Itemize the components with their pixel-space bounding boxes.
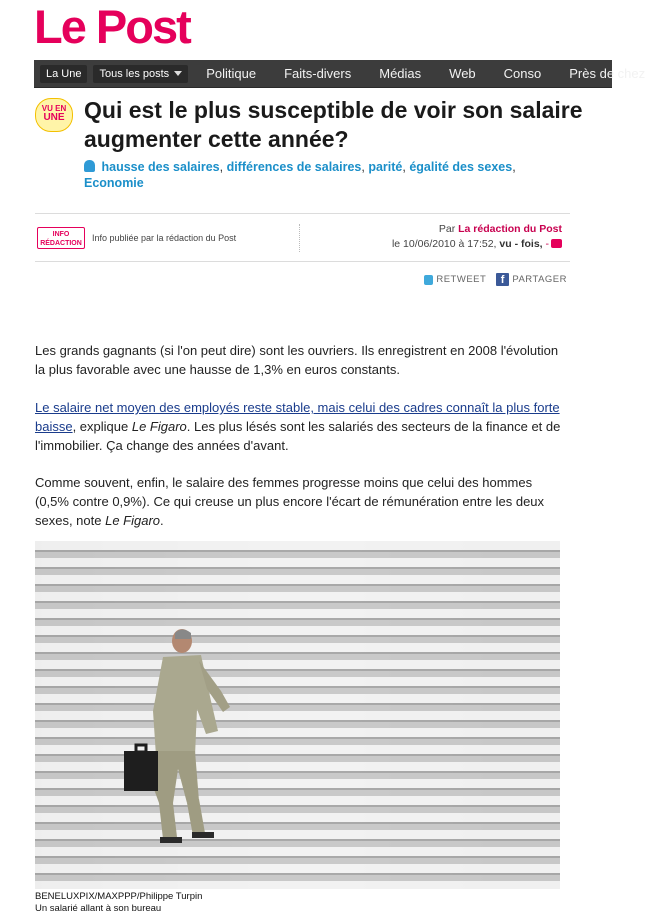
byline-comments-count[interactable]: -	[545, 238, 549, 250]
info-redaction-badge	[37, 227, 85, 249]
source-le-figaro: Le Figaro	[105, 513, 161, 528]
article-photo	[35, 541, 560, 889]
badge-line-2: UNE	[43, 112, 65, 123]
retweet-label: RETWEET	[436, 274, 487, 285]
tag-link[interactable]: parité	[368, 160, 403, 174]
article-paragraph-3: Comme souvent, enfin, le salaire des femmes progresse moins que celui des hommes (0,5% contre 0,9%). Ce qui creuse un plus encore l'écart de rémunération entre les deux sexes, note Le Figaro.	[35, 475, 545, 528]
tag-link[interactable]: hausse des salaires	[101, 160, 220, 174]
comment-icon[interactable]	[551, 239, 562, 248]
nav-tous-les-posts-label: Tous les posts	[99, 67, 170, 80]
nav-item-conso[interactable]: Conso	[503, 65, 542, 81]
partager-button[interactable]	[496, 273, 567, 286]
nav-item-politique[interactable]: Politique	[206, 65, 257, 81]
nav-item-faits-divers[interactable]: Faits-divers	[284, 65, 352, 81]
info-badge-line-1: INFO	[52, 231, 70, 238]
nav-item-pres-de-chez[interactable]: Près de chez	[569, 65, 646, 81]
tag-link[interactable]: Economie	[84, 176, 144, 190]
article-paragraph-1: Les grands gagnants (si l'on peut dire) sont les ouvriers. Ils enregistrent en 2008 l'évolution la plus favorable avec une hausse de 1,3% en euros constants.	[35, 343, 559, 377]
tag-icon	[84, 160, 95, 172]
nav-item-web[interactable]: Web	[449, 65, 476, 81]
article-tags: hausse des salaires, différences de salaires, parité, égalité des sexes, Economie	[84, 160, 516, 190]
byline-author-link[interactable]: La rédaction du Post	[458, 223, 562, 235]
source-le-figaro: Le Figaro	[131, 419, 187, 434]
byline-views: vu - fois,	[499, 238, 543, 250]
byline-par: Par	[438, 223, 456, 235]
facebook-icon: f	[496, 273, 509, 286]
tag-link[interactable]: différences de salaires	[226, 160, 362, 174]
info-badge-line-2: RÉDACTION	[40, 240, 82, 247]
retweet-button[interactable]	[424, 274, 486, 285]
vu-en-une-badge	[35, 98, 73, 132]
byline-date: le 10/06/2010 à 17:52,	[391, 238, 497, 250]
photo-credit: BENELUXPIX/MAXPPP/Philippe Turpin	[35, 891, 203, 902]
dropdown-caret-icon	[174, 71, 182, 76]
tag-link[interactable]: égalité des sexes	[409, 160, 513, 174]
main-nav	[34, 60, 646, 88]
photo-caption	[35, 891, 202, 915]
article-paragraph-2: Le salaire net moyen des employés reste stable, mais celui des cadres connaît la plus forte baisse, explique Le Figaro. Les plus lésés sont les salariés des secteurs de la finance et de l'immobilier. Ça change des années d'avant.	[35, 400, 561, 453]
article-byline	[392, 222, 562, 252]
badge-line-1: VU EN	[41, 104, 67, 113]
nav-la-une[interactable]: La Une	[40, 65, 87, 83]
site-logo[interactable]: Le Post	[34, 0, 190, 53]
twitter-icon	[424, 275, 433, 285]
article-info-box	[35, 213, 570, 262]
partager-label: PARTAGER	[512, 274, 567, 285]
info-divider	[299, 224, 300, 252]
nav-tous-les-posts[interactable]	[93, 65, 188, 83]
stairs-photo-svg	[35, 541, 560, 889]
share-bar	[424, 273, 567, 286]
nav-item-medias[interactable]: Médias	[379, 65, 422, 81]
article-link-salaire[interactable]: Le salaire net moyen des employés reste stable, mais celui des cadres connaît la plus forte baisse	[35, 400, 560, 434]
info-text: Info publiée par la rédaction du Post	[92, 233, 237, 243]
article-title: Qui est le plus susceptible de voir son salaire augmenter cette année?	[84, 97, 583, 152]
photo-caption-text: Un salarié allant à son bureau	[35, 903, 162, 914]
